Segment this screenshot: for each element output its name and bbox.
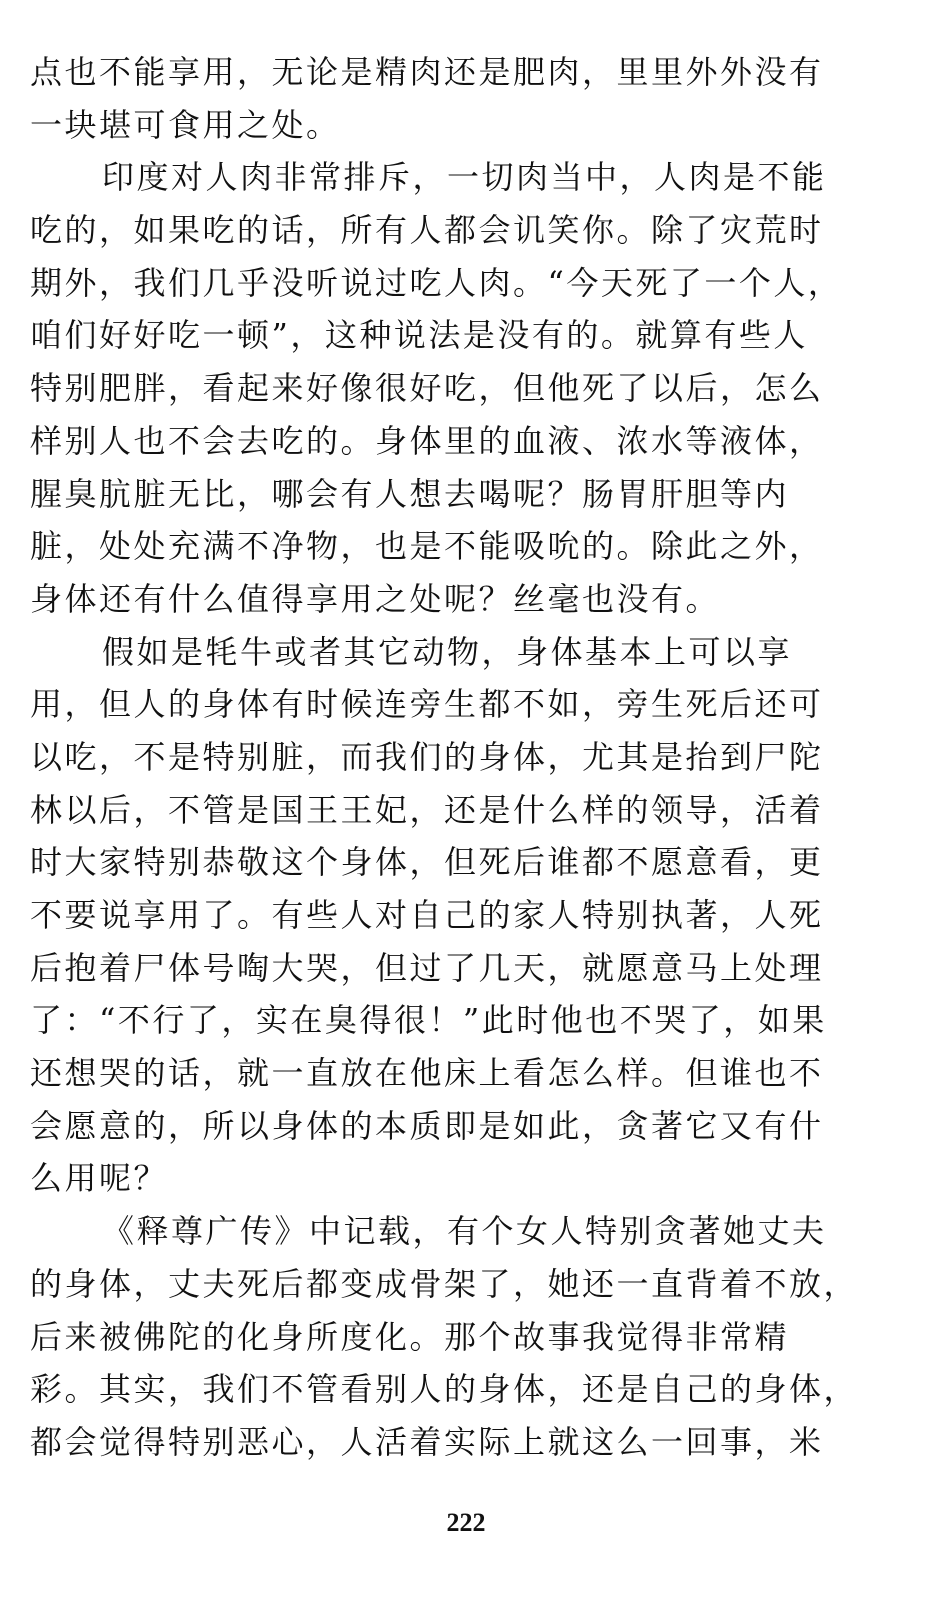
text-line: 样别人也不会去吃的。身体里的血液、浓水等液体，: [30, 421, 824, 460]
page-number: 222: [446, 1508, 486, 1537]
text-line: 身体还有什么值得享用之处呢？丝毫也没有。: [30, 579, 721, 618]
text-line: 了：“不行了，实在臭得很！”此时他也不哭了，如果: [30, 1001, 827, 1040]
text-line: 特别肥胖，看起来好像很好吃，但他死了以后，怎么: [30, 369, 824, 408]
text-line: 用，但人的身体有时候连旁生都不如，旁生死后还可: [30, 685, 824, 724]
text-line: 的身体，丈夫死后都变成骨架了，她还一直背着不放，: [30, 1264, 859, 1303]
paragraph-first-line: 假如是牦牛或者其它动物，身体基本上可以享: [102, 632, 793, 671]
text-line: 会愿意的，所以身体的本质即是如此，贪著它又有什: [30, 1106, 824, 1145]
text-line: 咱们好好吃一顿”，这种说法是没有的。就算有些人: [30, 316, 808, 355]
text-line: 点也不能享用，无论是精肉还是肥肉，里里外外没有: [30, 53, 824, 91]
text-line: 一块堪可食用之处。: [30, 105, 341, 144]
text-line: 腥臭肮脏无比，哪会有人想去喝呢？肠胃肝胆等内: [30, 474, 790, 513]
paragraph-first-line: 《释尊广传》中记载，有个女人特别贪著她丈夫: [102, 1212, 827, 1251]
text-line: 吃的，如果吃的话，所有人都会讥笑你。除了灾荒时: [30, 211, 824, 250]
text-line: 脏，处处充满不净物，也是不能吸吮的。除此之外，: [30, 527, 824, 566]
text-line: 后抱着尸体号啕大哭，但过了几天，就愿意马上处理: [30, 948, 824, 987]
text-line: 以吃，不是特别脏，而我们的身体，尤其是抬到尸陀: [30, 737, 824, 776]
text-line: 期外，我们几乎没听说过吃人肉。“今天死了一个人，: [30, 263, 843, 302]
page-body: [30, 46, 902, 1469]
text-line: 还想哭的话，就一直放在他床上看怎么样。但谁也不: [30, 1054, 824, 1093]
text-line: 彩。其实，我们不管看别人的身体，还是自己的身体，: [30, 1370, 859, 1409]
text-line: 林以后，不管是国王王妃，还是什么样的领导，活着: [30, 790, 824, 829]
text-line: 后来被佛陀的化身所度化。那个故事我觉得非常精: [30, 1317, 790, 1356]
text-line: 么用呢？: [30, 1159, 169, 1198]
text-line: 都会觉得特别恶心，人活着实际上就这么一回事，米: [30, 1422, 824, 1461]
paragraph-first-line: 印度对人肉非常排斥，一切肉当中，人肉是不能: [102, 158, 827, 197]
text-line: 时大家特别恭敬这个身体，但死后谁都不愿意看，更: [30, 843, 824, 882]
text-line: 不要说享用了。有些人对自己的家人特别执著，人死: [30, 896, 824, 934]
